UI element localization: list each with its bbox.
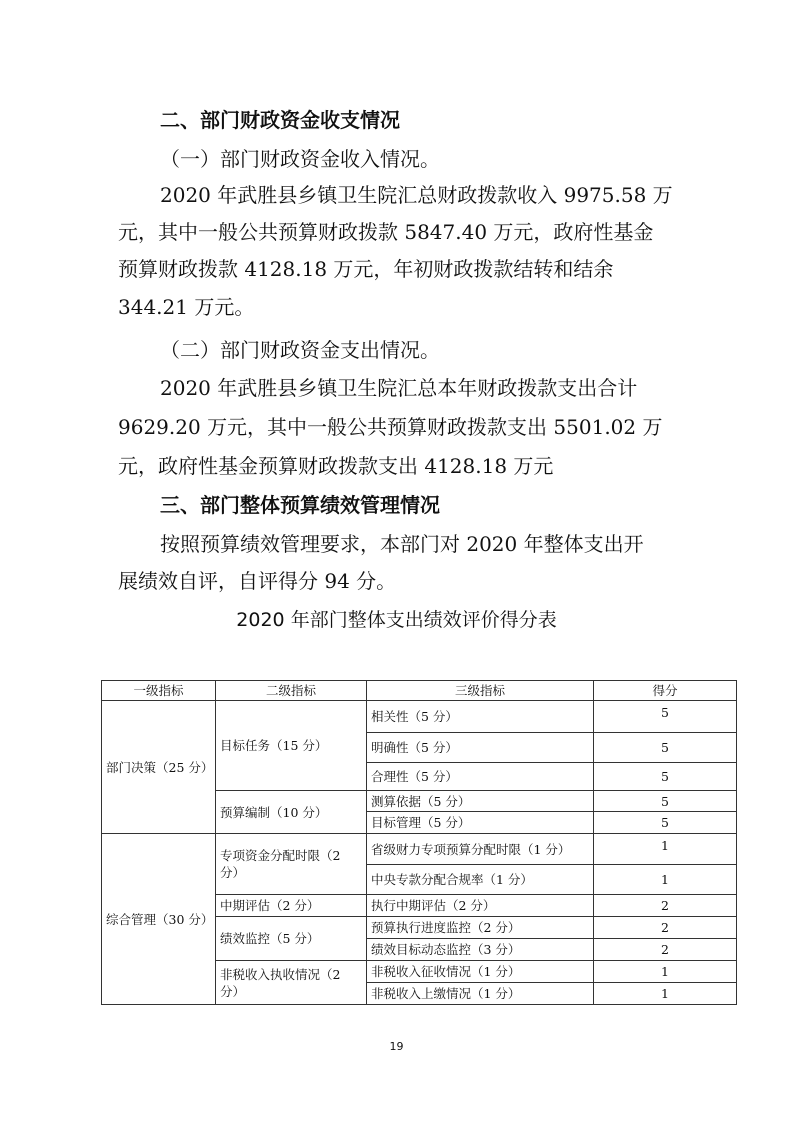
paragraph-expense-line: 9629.20 万元，其中一般公共预算财政拨款支出 5501.02 万 bbox=[118, 415, 663, 439]
paragraph-income-line: 预算财政拨款 4128.18 万元，年初财政拨款结转和结余 bbox=[118, 257, 614, 281]
level2-cell: 预算编制（10 分） bbox=[216, 791, 367, 834]
table-header-row bbox=[102, 681, 737, 701]
paragraph-performance-line: 展绩效自评，自评得分 94 分。 bbox=[118, 569, 397, 593]
paragraph-expense-line: 2020 年武胜县乡镇卫生院汇总本年财政拨款支出合计 bbox=[160, 376, 638, 400]
score-cell: 1 bbox=[594, 961, 737, 983]
level1-cell: 综合管理（30 分） bbox=[102, 834, 216, 1005]
level3-cell: 绩效目标动态监控（3 分） bbox=[367, 939, 594, 961]
level3-cell: 预算执行进度监控（2 分） bbox=[367, 917, 594, 939]
score-cell: 5 bbox=[594, 763, 737, 791]
section-heading-2: 二、部门财政资金收支情况 bbox=[160, 108, 400, 132]
paragraph-income-line: 元，其中一般公共预算财政拨款 5847.40 万元，政府性基金 bbox=[118, 220, 654, 244]
level3-cell: 非税收入上缴情况（1 分） bbox=[367, 983, 594, 1005]
level2-cell: 绩效监控（5 分） bbox=[216, 917, 367, 961]
paragraph-income-line: 344.21 万元。 bbox=[118, 295, 255, 319]
score-cell: 5 bbox=[594, 791, 737, 812]
level2-cell: 非税收入执收情况（2 分） bbox=[216, 961, 367, 1005]
score-cell: 5 bbox=[594, 701, 737, 733]
score-cell: 1 bbox=[594, 865, 737, 895]
subheading-expense: （二）部门财政资金支出情况。 bbox=[160, 338, 440, 362]
level3-cell: 合理性（5 分） bbox=[367, 763, 594, 791]
level2-cell: 中期评估（2 分） bbox=[216, 895, 367, 917]
score-cell: 1 bbox=[594, 834, 737, 865]
score-cell: 5 bbox=[594, 812, 737, 834]
level3-cell: 省级财力专项预算分配时限（1 分） bbox=[367, 834, 594, 865]
header-level2: 二级指标 bbox=[216, 681, 367, 701]
header-score: 得分 bbox=[594, 681, 737, 701]
table-row bbox=[102, 834, 737, 865]
table-row bbox=[102, 701, 737, 733]
level3-cell: 目标管理（5 分） bbox=[367, 812, 594, 834]
level2-cell: 目标任务（15 分） bbox=[216, 701, 367, 791]
score-table bbox=[101, 680, 737, 1005]
level3-cell: 非税收入征收情况（1 分） bbox=[367, 961, 594, 983]
score-cell: 2 bbox=[594, 917, 737, 939]
table-title: 2020 年部门整体支出绩效评价得分表 bbox=[236, 609, 557, 631]
paragraph-expense-line: 元，政府性基金预算财政拨款支出 4128.18 万元 bbox=[118, 454, 554, 478]
level2-cell: 专项资金分配时限（2 分） bbox=[216, 834, 367, 895]
level3-cell: 相关性（5 分） bbox=[367, 701, 594, 733]
level3-cell: 中央专款分配合规率（1 分） bbox=[367, 865, 594, 895]
header-level1: 一级指标 bbox=[102, 681, 216, 701]
subheading-income: （一）部门财政资金收入情况。 bbox=[160, 147, 440, 171]
score-cell: 2 bbox=[594, 939, 737, 961]
paragraph-performance-line: 按照预算绩效管理要求，本部门对 2020 年整体支出开 bbox=[160, 532, 644, 556]
score-cell: 2 bbox=[594, 895, 737, 917]
paragraph-income-line: 2020 年武胜县乡镇卫生院汇总财政拨款收入 9975.58 万 bbox=[160, 183, 673, 207]
level1-cell: 部门决策（25 分） bbox=[102, 701, 216, 834]
level3-cell: 明确性（5 分） bbox=[367, 733, 594, 763]
score-cell: 5 bbox=[594, 733, 737, 763]
header-level3: 三级指标 bbox=[367, 681, 594, 701]
page-number: 19 bbox=[389, 1040, 404, 1053]
score-cell: 1 bbox=[594, 983, 737, 1005]
section-heading-3: 三、部门整体预算绩效管理情况 bbox=[160, 493, 440, 517]
level3-cell: 测算依据（5 分） bbox=[367, 791, 594, 812]
level3-cell: 执行中期评估（2 分） bbox=[367, 895, 594, 917]
